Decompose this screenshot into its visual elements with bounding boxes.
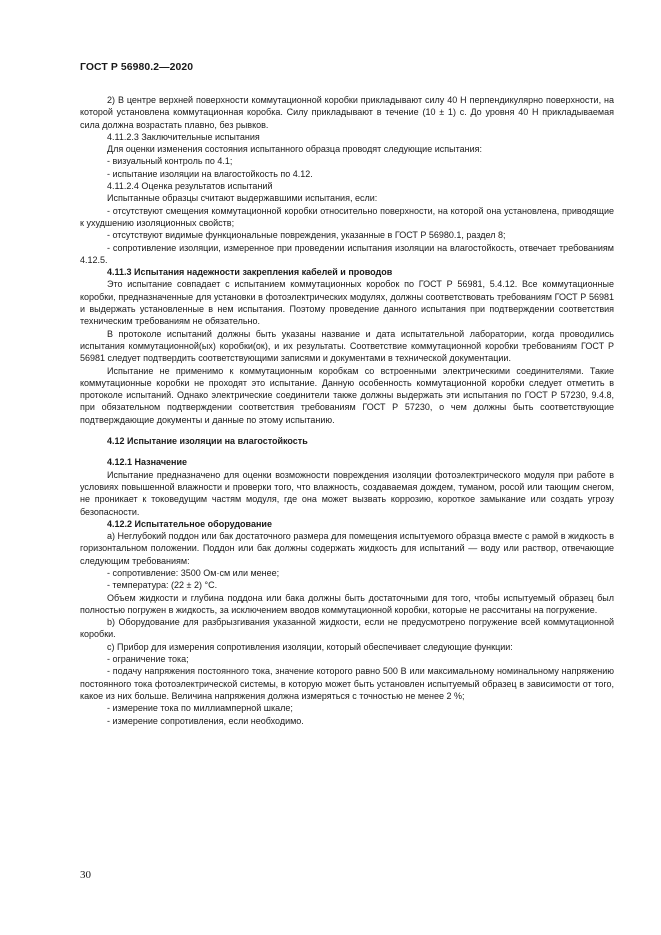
- paragraph: Испытание не применимо к коммутационным коробкам со встроенными электрическими соединителями. Такие коммутационные коробки не проходят это испытание. Данную особенность коммутационной коробки следует отметить в протоколе испытаний. Однако электрические соединители также должны выдержать эти испытания по ГОСТ Р 57230, 9.4.8, при обязательном подтверждении соответствия требованиям ГОСТ Р 57230, о чем должны быть соответствующие подтверждающие документы и данные по этому испытанию.: [80, 365, 614, 425]
- document-header: ГОСТ Р 56980.2—2020: [80, 62, 194, 73]
- list-item: - визуальный контроль по 4.1;: [107, 156, 233, 167]
- section-heading: 4.12.2 Испытательное оборудование: [107, 518, 272, 529]
- list-item: - подачу напряжения постоянного тока, значение которого равно 500 В или максимальному номинальному напряжению постоянного тока фотоэлектрической системы, в которую может быть установлен испытуемый образец в зависимости от того, какое из них больше. Величина напряжения должна измеряться с точностью не менее 2 %;: [80, 666, 614, 701]
- list-item: - сопротивление: 3500 Ом·см или менее;: [107, 567, 280, 578]
- paragraph: b) Оборудование для разбрызгивания указанной жидкости, если не предусмотрено погружение всей коммутационной коробки.: [80, 617, 614, 640]
- subsection-heading: 4.11.2.4 Оценка результатов испытаний: [107, 181, 273, 192]
- list-item: - измерение тока по миллиамперной шкале;: [107, 703, 293, 714]
- paragraph: В протоколе испытаний должны быть указаны название и дата испытательной лаборатории, когда проводились испытания коммутационной(ых) коробки(ок), и их результаты. Соответствие коммутационной коробки требованиям ГОСТ Р 56981 следует подтвердить соответствующими записями и документами в технической документации.: [80, 328, 614, 364]
- list-item: - испытание изоляции на влагостойкость по 4.12.: [107, 168, 313, 179]
- paragraph: Это испытание совпадает с испытанием коммутационных коробок по ГОСТ Р 56981, 5.4.12. Все коммутационные коробки, предназначенные для установки в фотоэлектрических модулях, должны соответствовать требованиям ГОСТ Р 56981 и выдержать установленные в нем испытания. Поэтому проведение данного испытания при подтверждении соответствия техническим требованиям не обязательно.: [80, 279, 614, 327]
- subsection-heading: 4.11.2.3 Заключительные испытания: [107, 131, 260, 142]
- paragraph: 2) В центре верхней поверхности коммутационной коробки прикладывают силу 40 Н перпендикулярно поверхности, на которой установлена коммутационная коробка. Силу прикладывают в течение (10 ± 1) с. До уровня 40 Н прикладываемая сила должна возрастать плавно, без рывков.: [80, 95, 614, 130]
- list-item: - измерение сопротивления, если необходимо.: [107, 715, 304, 726]
- list-item: - сопротивление изоляции, измеренное при проведении испытания изоляции на влагостойкость, отвечает требованиям 4.12.5.: [80, 242, 614, 265]
- paragraph: а) Неглубокий поддон или бак достаточного размера для помещения испытуемого образца вместе с рамой в жидкость в горизонтальном положении. Поддон или бак должны содержать жидкость для испытаний — воду или раствор, отвечающие следующим требованиям:: [80, 531, 614, 566]
- list-item: - температура: (22 ± 2) °С.: [107, 580, 218, 591]
- paragraph: с) Прибор для измерения сопротивления изоляции, который обеспечивает следующие функции:: [107, 641, 513, 652]
- section-heading: 4.11.3 Испытания надежности закрепления кабелей и проводов: [107, 267, 393, 278]
- list-item: - ограничение тока;: [107, 654, 189, 665]
- page-number: 30: [80, 869, 91, 881]
- section-heading: 4.12 Испытание изоляции на влагостойкость: [107, 436, 308, 447]
- paragraph: Испытанные образцы считают выдержавшими испытания, если:: [107, 193, 378, 204]
- paragraph: Для оценки изменения состояния испытанного образца проводят следующие испытания:: [107, 144, 482, 155]
- section-heading: 4.12.1 Назначение: [107, 457, 188, 468]
- paragraph: Объем жидкости и глубина поддона или бака должны быть достаточными для того, чтобы испытуемый образец был полностью погружен в жидкость, за исключением вводов коммутационной коробки, которые не рассчитаны на погружение.: [80, 592, 614, 615]
- paragraph: Испытание предназначено для оценки возможности повреждения изоляции фотоэлектрического модуля при работе в условиях повышенной влажности и проверки того, что влажность, создаваемая дождем, туманом, росой или тающим снегом, не проникает к токоведущим частям модуля, где она может вызвать коррозию, короткое замыкание или создать угрозу безопасности.: [80, 469, 614, 517]
- list-item: - отсутствуют смещения коммутационной коробки относительно поверхности, на которой она установлена, приводящие к ухудшению изоляционных свойств;: [80, 205, 614, 228]
- list-item: - отсутствуют видимые функциональные повреждения, указанные в ГОСТ Р 56980.1, раздел 8;: [107, 230, 506, 241]
- page-body: [80, 94, 614, 727]
